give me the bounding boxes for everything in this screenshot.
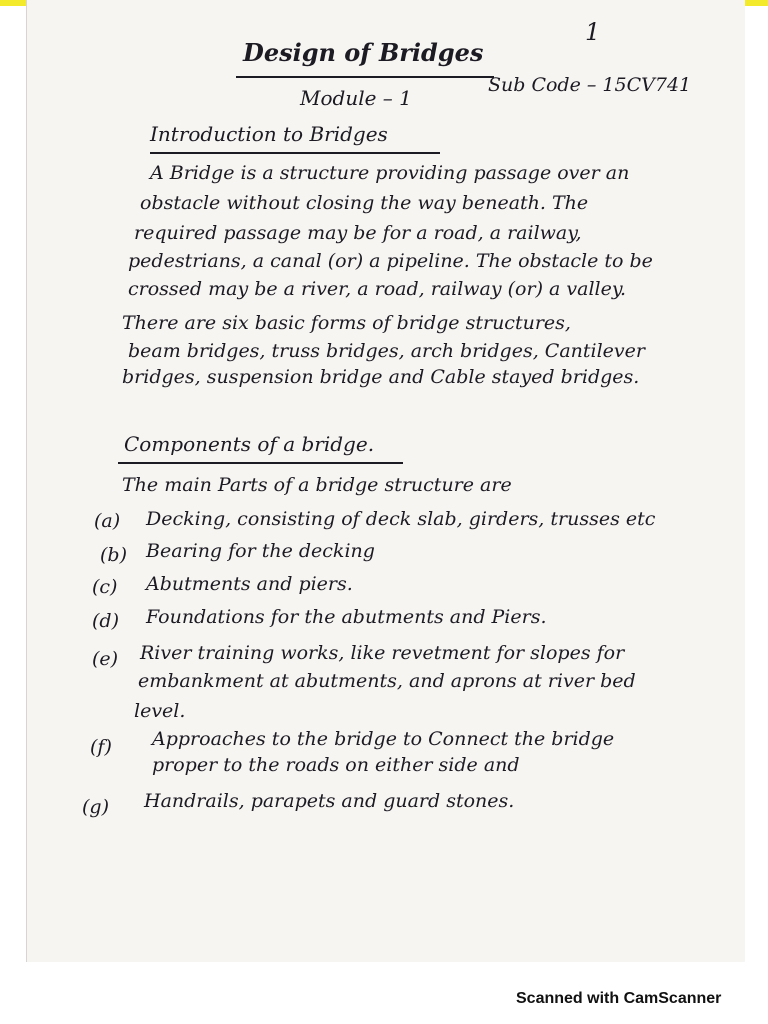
item-label: (b) bbox=[100, 544, 127, 566]
list-item: Handrails, parapets and guard stones. bbox=[144, 790, 515, 812]
components-intro: The main Parts of a bridge structure are bbox=[122, 474, 512, 496]
intro-line: pedestrians, a canal (or) a pipeline. The obstacle to be bbox=[128, 250, 653, 272]
heading-underline bbox=[150, 152, 440, 154]
intro-line: obstacle without closing the way beneath. The bbox=[140, 192, 589, 214]
intro-line: crossed may be a river, a road, railway (or) a valley. bbox=[128, 278, 627, 300]
forms-line: bridges, suspension bridge and Cable stayed bridges. bbox=[122, 366, 640, 388]
forms-line: There are six basic forms of bridge structures, bbox=[122, 312, 571, 334]
list-item: Bearing for the decking bbox=[146, 540, 375, 562]
section-heading-introduction: Introduction to Bridges bbox=[150, 122, 388, 146]
page-title: Design of Bridges bbox=[243, 38, 484, 67]
camscanner-watermark: Scanned with CamScanner bbox=[516, 990, 722, 1007]
list-item: embankment at abutments, and aprons at river bed bbox=[138, 670, 636, 692]
item-label: (d) bbox=[92, 610, 119, 632]
heading-underline bbox=[118, 462, 403, 464]
item-label: (f) bbox=[90, 736, 112, 758]
item-label: (e) bbox=[92, 648, 119, 670]
module-label: Module – 1 bbox=[300, 86, 412, 110]
item-label: (g) bbox=[82, 796, 109, 818]
title-underline bbox=[236, 76, 494, 78]
list-item: Abutments and piers. bbox=[146, 573, 353, 595]
intro-line: A Bridge is a structure providing passage over an bbox=[150, 162, 630, 184]
page-number: 1 bbox=[585, 18, 601, 46]
list-item: Approaches to the bridge to Connect the bridge bbox=[152, 728, 615, 750]
list-item: level. bbox=[134, 700, 186, 722]
item-label: (c) bbox=[92, 576, 118, 598]
list-item: proper to the roads on either side and bbox=[152, 754, 520, 776]
list-item: Foundations for the abutments and Piers. bbox=[146, 606, 547, 628]
forms-line: beam bridges, truss bridges, arch bridges, Cantilever bbox=[128, 340, 645, 362]
sub-code: Sub Code – 15CV741 bbox=[488, 74, 692, 96]
list-item: River training works, like revetment for slopes for bbox=[140, 642, 625, 664]
intro-line: required passage may be for a road, a railway, bbox=[134, 222, 582, 244]
item-label: (a) bbox=[94, 510, 121, 532]
section-heading-components: Components of a bridge. bbox=[124, 432, 375, 456]
list-item: Decking, consisting of deck slab, girders, trusses etc bbox=[146, 508, 656, 530]
